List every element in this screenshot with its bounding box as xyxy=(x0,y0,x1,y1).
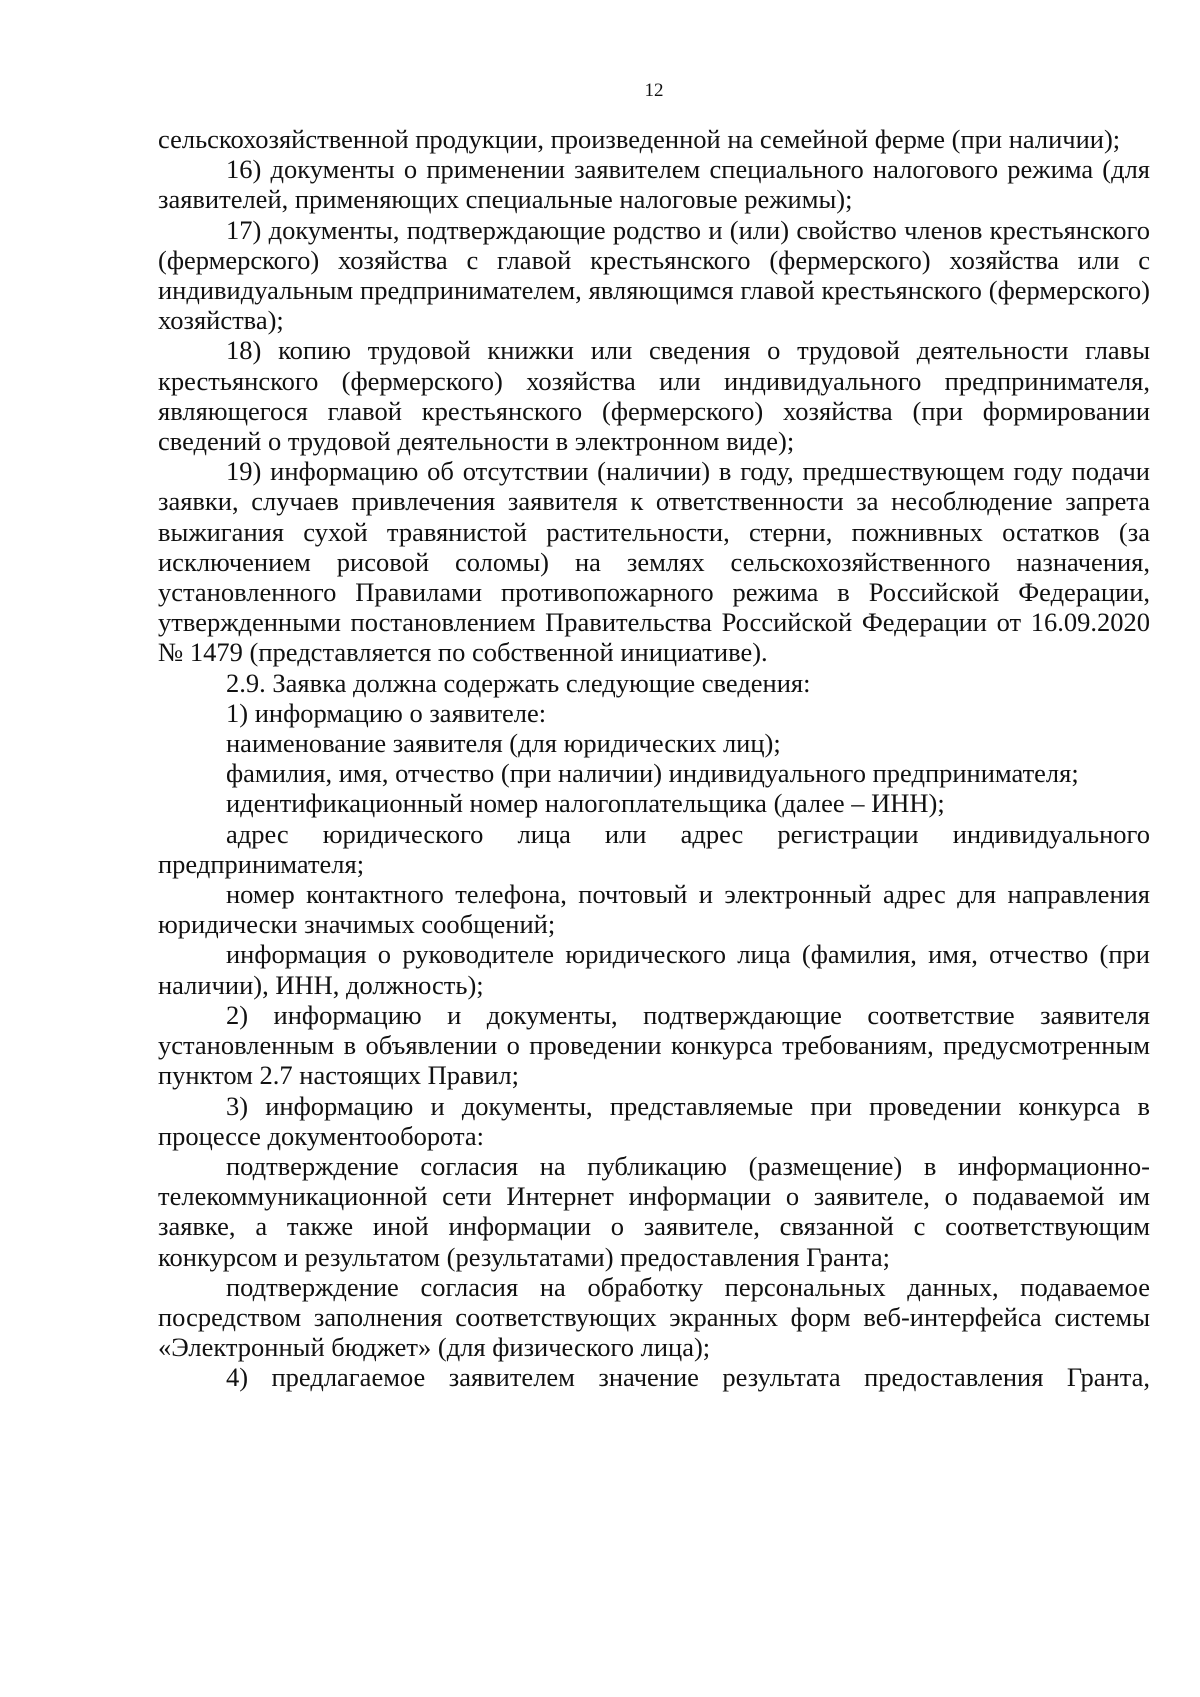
paragraph: номер контактного телефона, почтовый и электронный адрес для направления юридически значимых сообщений; xyxy=(158,879,1150,940)
paragraph: идентификационный номер налогоплательщика (далее – ИНН); xyxy=(226,788,945,819)
paragraph: сельскохозяйственной продукции, произведенной на семейной ферме (при наличии); xyxy=(158,124,1121,154)
paragraph: подтверждение согласия на публикацию (размещение) в информационно-телекоммуникационной сети Интернет информации о заявителе, о подаваемой им заявке, а также иной информации о заявителе, связанной с соответствующим конкурсом и результатом (результатами) предоставления Гранта; xyxy=(158,1150,1150,1272)
paragraph: фамилия, имя, отчество (при наличии) индивидуального предпринимателя; xyxy=(226,758,1079,789)
page-number: 12 xyxy=(644,80,664,101)
paragraph: 19) информацию об отсутствии (наличии) в году, предшествующем году подачи заявки, случаев привлечения заявителя к ответственности за несоблюдение запрета выжигания сухой травянистой растительности, стерни, пожнивных остатков (за исключением рисовой соломы) на землях сельскохозяйственного назначения, установленного Правилами противопожарного режима в Российской Федерации, утвержденными постановлением Правительства Российской Федерации от 16.09.2020 № 1479 (представляется по собственной инициативе). xyxy=(158,456,1150,668)
document-page xyxy=(158,0,1150,1697)
paragraph: 17) документы, подтверждающие родство и (или) свойство членов крестьянского (фермерского) хозяйства с главой крестьянского (фермерского) хозяйства или с индивидуальным предпринимателем, являющимся главой крестьянского (фермерского) хозяйства); xyxy=(158,214,1150,336)
paragraph: наименование заявителя (для юридических лиц); xyxy=(226,728,781,759)
paragraph: 3) информацию и документы, представляемые при проведении конкурса в процессе документооборота: xyxy=(158,1090,1150,1151)
paragraph: 16) документы о применении заявителем специального налогового режима (для заявителей, применяющих специальные налоговые режимы); xyxy=(158,154,1150,215)
paragraph: 18) копию трудовой книжки или сведения о трудовой деятельности главы крестьянского (фермерского) хозяйства или индивидуального предпринимателя, являющегося главой крестьянского (фермерского) хозяйства (при формировании сведений о трудовой деятельности в электронном виде); xyxy=(158,335,1150,457)
document-body xyxy=(158,124,1150,1393)
paragraph: 2) информацию и документы, подтверждающие соответствие заявителя установленным в объявлении о проведении конкурса требованиям, предусмотренным пунктом 2.7 настоящих Правил; xyxy=(158,999,1150,1091)
paragraph: адрес юридического лица или адрес регистрации индивидуального предпринимателя; xyxy=(158,818,1150,879)
paragraph: подтверждение согласия на обработку персональных данных, подаваемое посредством заполнения соответствующих экранных форм веб-интерфейса системы «Электронный бюджет» (для физического лица); xyxy=(158,1271,1150,1363)
paragraph: информация о руководителе юридического лица (фамилия, имя, отчество (при наличии), ИНН, должность); xyxy=(158,939,1150,1000)
paragraph: 1) информацию о заявителе: xyxy=(226,697,547,728)
paragraph: 2.9. Заявка должна содержать следующие сведения: xyxy=(226,667,811,698)
paragraph: 4) предлагаемое заявителем значение результата предоставления Гранта, xyxy=(226,1362,1150,1393)
